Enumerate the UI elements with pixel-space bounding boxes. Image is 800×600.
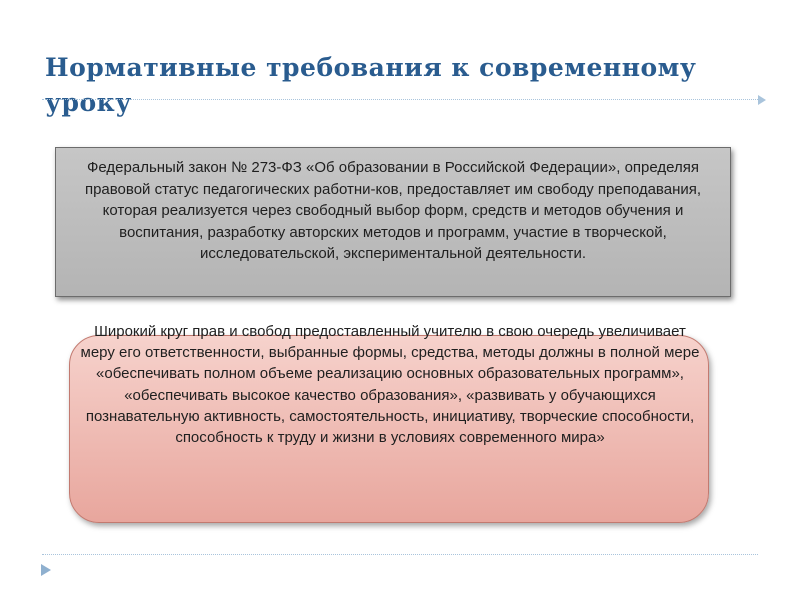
slide-title: Нормативные требования к современному уроку (45, 53, 697, 117)
rights-text: Широкий круг прав и свобод предоставленный учителю в свою очередь увеличивает меру его ответственности, выбранные формы, средства, методы должны в полной мере «обеспечивать полном объеме реализацию основных образовательных программ», «обеспечивать высокое качество образования», «развивать у обучающихся познавательную активность, самостоятельность, инициативу, творческие способности, способность к труду и жизни в условиях современного мира» (80, 323, 700, 447)
law-text: Федеральный закон № 273-ФЗ «Об образовании в Российской Федерации», определяя правовой статус педагогических работни-ков, предоставляет им свободу преподавания, которая реализуется через свободный выбор форм, средств и методов обучения и воспитания, разработку авторских методов и программ, участие в творческой, исследовательской, экспериментальной деятельности. (84, 159, 702, 262)
footer-divider (42, 554, 758, 555)
divider-arrow-icon (758, 95, 766, 105)
footer-arrow-icon (41, 564, 51, 576)
title-divider (42, 99, 758, 100)
law-text-box (55, 147, 731, 297)
